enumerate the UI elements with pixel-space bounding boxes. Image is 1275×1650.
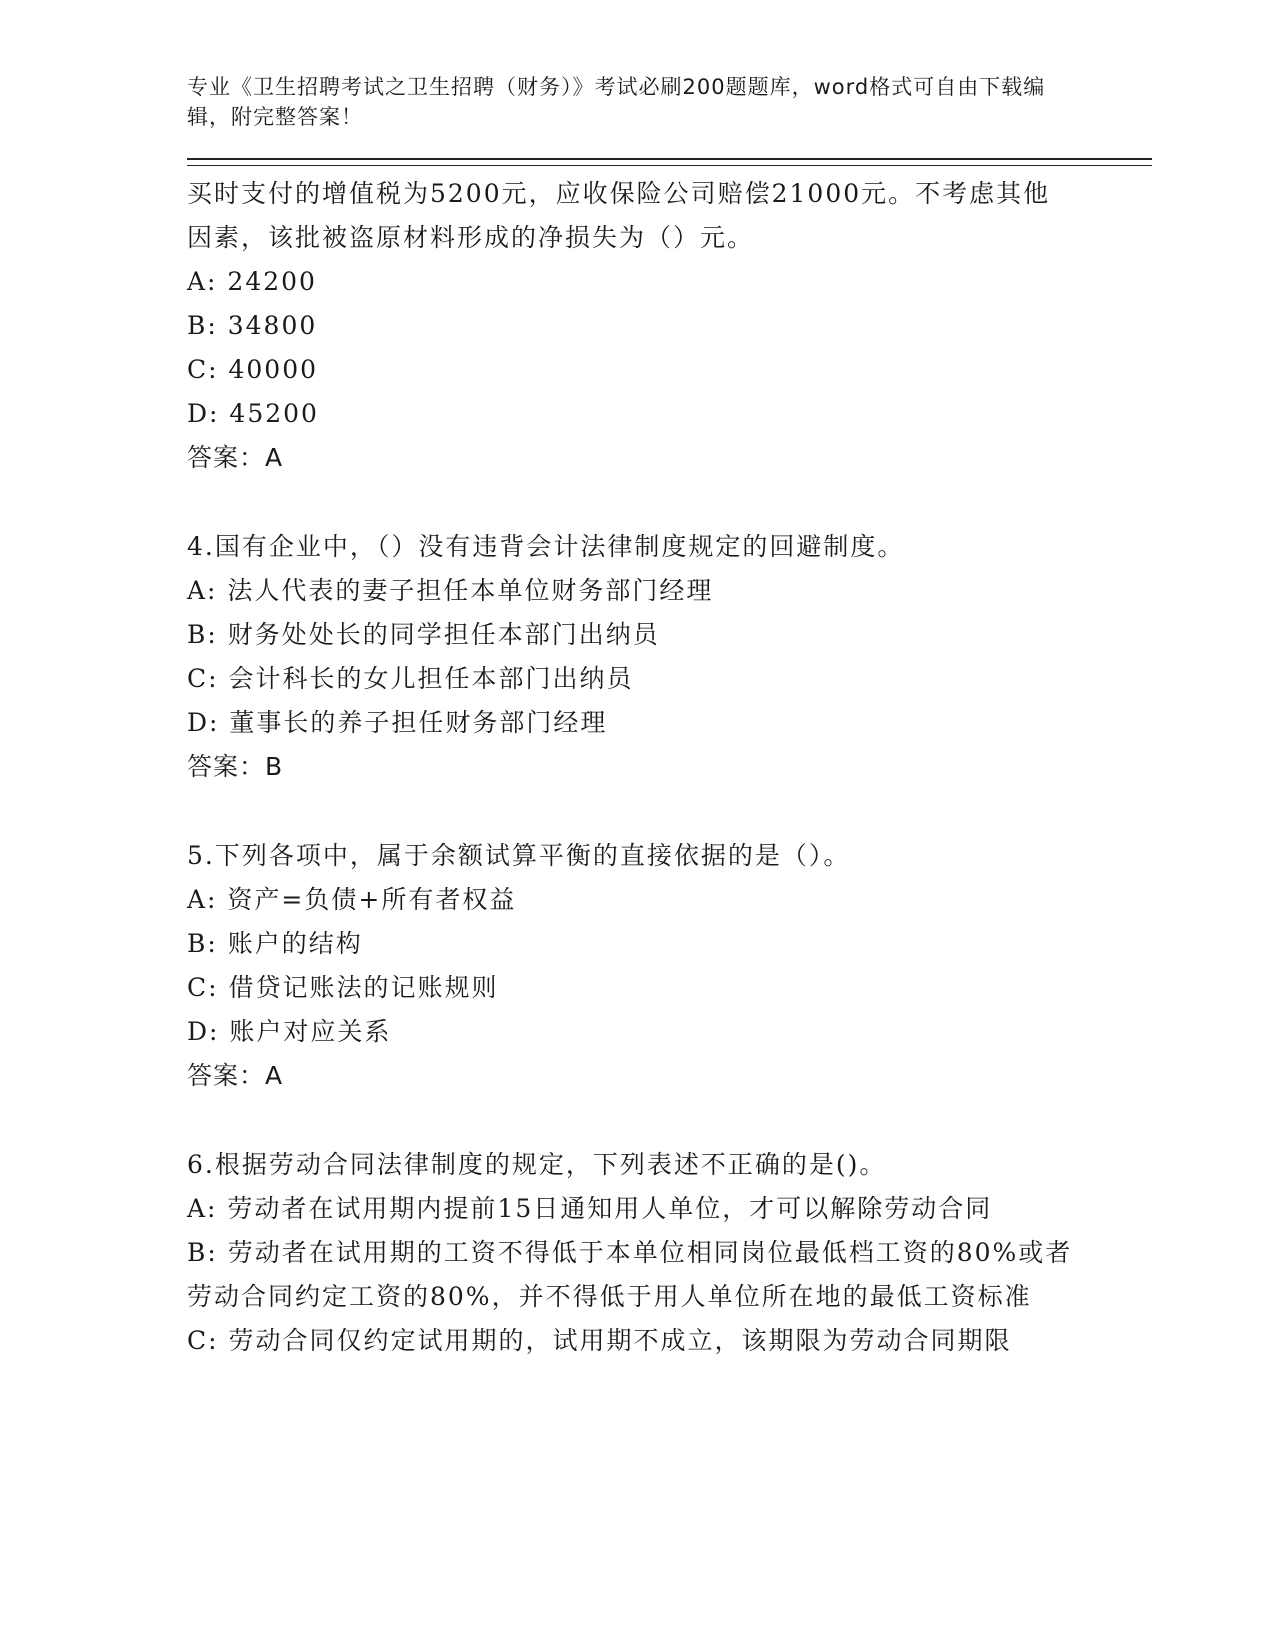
question-stem: 6.根据劳动合同法律制度的规定，下列表述不正确的是()。 [187,1150,887,1179]
option-a: A: 法人代表的妻子担任本单位财务部门经理 [187,576,714,605]
question-3 [187,172,1152,480]
option-d: D: 账户对应关系 [187,1017,392,1046]
document-header: 专业《卫生招聘考试之卫生招聘（财务）》考试必刷200题题库，word格式可自由下载编辑，附完整答案！ [187,75,1046,129]
option-d: D: 董事长的养子担任财务部门经理 [187,708,608,737]
question-5 [187,834,1152,1098]
option-c: C: 会计科长的女儿担任本部门出纳员 [187,664,634,693]
document-page [187,72,1152,1363]
question-4 [187,525,1152,789]
question-6 [187,1143,1152,1363]
option-b: B: 账户的结构 [187,929,363,958]
question-stem: 4.国有企业中，（）没有违背会计法律制度规定的回避制度。 [187,532,905,561]
question-stem: 买时支付的增值税为5200元，应收保险公司赔偿21000元。不考虑其他因素，该批被盗原材料形成的净损失为（）元。 [187,179,1051,252]
header-divider [187,158,1152,166]
option-a: A: 24200 [187,267,317,296]
option-b: B: 劳动者在试用期的工资不得低于本单位相同岗位最低档工资的80%或者劳动合同约定工资的80%，并不得低于用人单位所在地的最低工资标准 [187,1238,1073,1311]
option-c: C: 40000 [187,355,319,384]
answer: 答案：A [187,443,284,472]
answer: 答案：A [187,1061,284,1090]
question-stem: 5.下列各项中，属于余额试算平衡的直接依据的是（）。 [187,841,851,870]
option-b: B: 财务处处长的同学担任本部门出纳员 [187,620,660,649]
option-c: C: 借贷记账法的记账规则 [187,973,499,1002]
option-a: A: 劳动者在试用期内提前15日通知用人单位，才可以解除劳动合同 [187,1194,993,1223]
option-d: D: 45200 [187,399,319,428]
option-c: C: 劳动合同仅约定试用期的，试用期不成立，该期限为劳动合同期限 [187,1326,1012,1355]
option-a: A: 资产=负债+所有者权益 [187,885,517,914]
option-b: B: 34800 [187,311,318,340]
answer: 答案：B [187,752,284,781]
document-body [187,172,1152,1363]
